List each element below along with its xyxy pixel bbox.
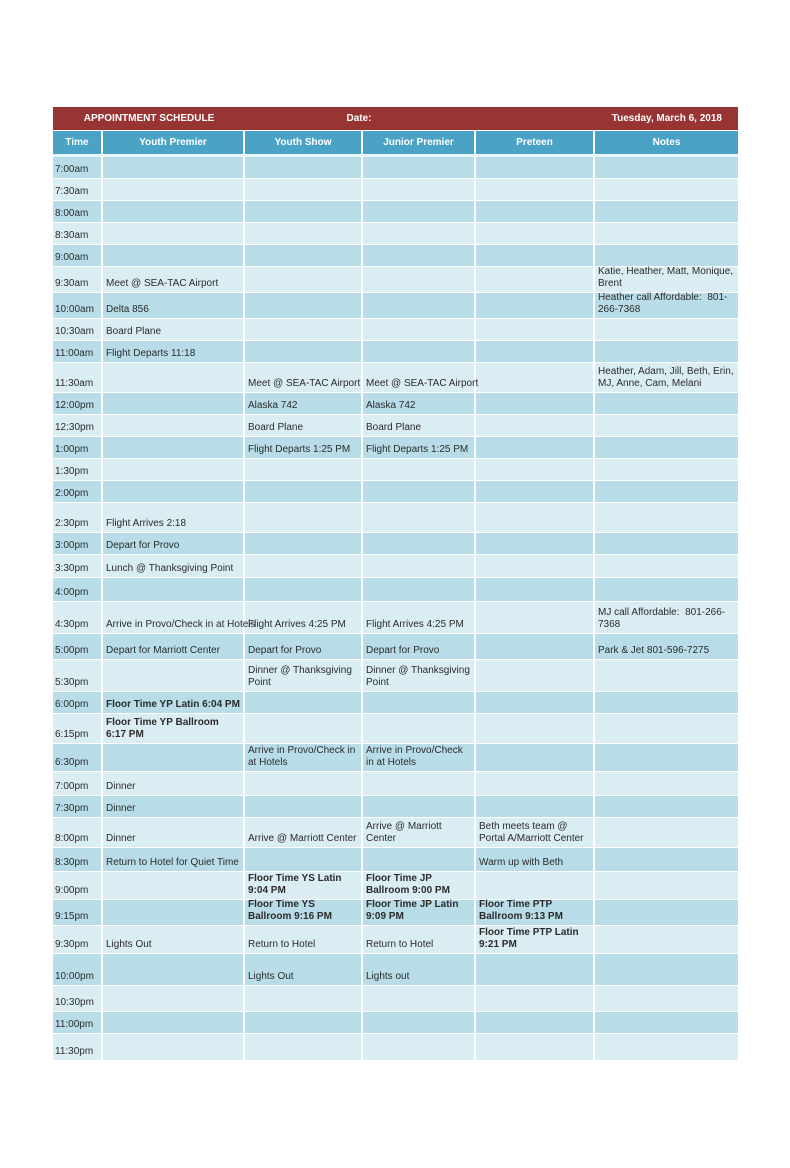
cell-notes[interactable]	[595, 578, 738, 601]
cell-junior-premier[interactable]: Arrive @ Marriott Center	[363, 818, 476, 847]
table-row	[53, 437, 738, 459]
cell-time: 5:30pm	[53, 660, 103, 691]
cell-notes[interactable]	[595, 341, 738, 362]
cell-time: 7:30pm	[53, 796, 103, 817]
cell-preteen[interactable]	[476, 1034, 595, 1060]
table-row	[53, 744, 738, 772]
cell-youth-premier[interactable]	[103, 363, 245, 392]
cell-preteen[interactable]	[476, 223, 595, 244]
cell-junior-premier[interactable]: Floor Time JP Latin 9:09 PM	[363, 900, 476, 925]
table-row	[53, 634, 738, 660]
cell-preteen[interactable]	[476, 179, 595, 200]
cell-youth-premier[interactable]	[103, 437, 245, 458]
cell-notes[interactable]	[595, 1034, 738, 1060]
cell-youth-premier[interactable]	[103, 201, 245, 222]
cell-youth-show[interactable]	[245, 201, 363, 222]
cell-youth-show[interactable]	[245, 796, 363, 817]
cell-junior-premier[interactable]	[363, 533, 476, 554]
table-row	[53, 415, 738, 437]
cell-junior-premier[interactable]: Alaska 742	[363, 393, 476, 414]
table-row	[53, 578, 738, 602]
cell-junior-premier[interactable]	[363, 848, 476, 871]
cell-notes[interactable]	[595, 503, 738, 532]
cell-junior-premier[interactable]	[363, 481, 476, 502]
cell-preteen[interactable]	[476, 872, 595, 899]
cell-youth-premier[interactable]: Meet @ SEA-TAC Airport	[103, 267, 245, 292]
cell-youth-premier[interactable]	[103, 459, 245, 480]
cell-youth-premier[interactable]: Depart for Provo	[103, 533, 245, 554]
cell-time: 5:00pm	[53, 634, 103, 659]
cell-preteen[interactable]	[476, 245, 595, 266]
cell-youth-premier[interactable]	[103, 157, 245, 178]
cell-junior-premier[interactable]	[363, 319, 476, 340]
cell-youth-premier[interactable]: Dinner	[103, 818, 245, 847]
table-row	[53, 926, 738, 954]
table-row	[53, 772, 738, 796]
cell-junior-premier[interactable]: Lights out	[363, 954, 476, 985]
table-row	[53, 900, 738, 926]
cell-junior-premier[interactable]	[363, 578, 476, 601]
cell-youth-premier[interactable]	[103, 415, 245, 436]
cell-notes[interactable]	[595, 555, 738, 577]
table-row	[53, 954, 738, 986]
cell-preteen[interactable]	[476, 634, 595, 659]
cell-youth-show[interactable]	[245, 714, 363, 743]
cell-notes[interactable]	[595, 986, 738, 1011]
cell-preteen[interactable]	[476, 660, 595, 691]
cell-time: 7:00pm	[53, 772, 103, 795]
cell-youth-premier[interactable]: Floor Time YP Ballroom 6:17 PM	[103, 714, 245, 743]
cell-junior-premier[interactable]	[363, 293, 476, 318]
column-header-preteen: Preteen	[476, 131, 595, 154]
cell-time: 9:00am	[53, 245, 103, 266]
table-row	[53, 293, 738, 319]
cell-junior-premier[interactable]: Flight Departs 1:25 PM	[363, 437, 476, 458]
cell-notes[interactable]	[595, 245, 738, 266]
cell-time: 6:30pm	[53, 744, 103, 771]
cell-time: 6:00pm	[53, 692, 103, 713]
cell-youth-show[interactable]	[245, 223, 363, 244]
cell-preteen[interactable]	[476, 157, 595, 178]
table-row	[53, 393, 738, 415]
cell-youth-premier[interactable]	[103, 245, 245, 266]
cell-youth-show[interactable]: Arrive @ Marriott Center	[245, 818, 363, 847]
cell-junior-premier[interactable]	[363, 1012, 476, 1033]
cell-notes[interactable]	[595, 926, 738, 953]
cell-youth-show[interactable]: Arrive in Provo/Check in at Hotels	[245, 744, 363, 771]
cell-youth-premier[interactable]: Arrive in Provo/Check in at Hotels	[103, 602, 245, 633]
cell-youth-show[interactable]: Dinner @ Thanksgiving Point	[245, 660, 363, 691]
cell-notes[interactable]	[595, 157, 738, 178]
table-row	[53, 459, 738, 481]
cell-preteen[interactable]: Floor Time PTP Latin 9:21 PM	[476, 926, 595, 953]
cell-notes[interactable]	[595, 437, 738, 458]
cell-time: 11:00pm	[53, 1012, 103, 1033]
cell-youth-premier[interactable]: Board Plane	[103, 319, 245, 340]
cell-youth-show[interactable]: Board Plane	[245, 415, 363, 436]
table-row	[53, 533, 738, 555]
cell-youth-premier[interactable]	[103, 872, 245, 899]
table-row	[53, 481, 738, 503]
table-row	[53, 796, 738, 818]
cell-youth-show[interactable]	[245, 459, 363, 480]
cell-time: 11:30am	[53, 363, 103, 392]
cell-time: 10:00pm	[53, 954, 103, 985]
cell-time: 8:00am	[53, 201, 103, 222]
cell-preteen[interactable]	[476, 201, 595, 222]
cell-youth-show[interactable]	[245, 555, 363, 577]
cell-youth-premier[interactable]: Depart for Marriott Center	[103, 634, 245, 659]
cell-time: 10:00am	[53, 293, 103, 318]
cell-youth-premier[interactable]	[103, 393, 245, 414]
cell-youth-show[interactable]	[245, 848, 363, 871]
cell-notes[interactable]	[595, 201, 738, 222]
cell-youth-show[interactable]: Flight Arrives 4:25 PM	[245, 602, 363, 633]
cell-notes[interactable]	[595, 223, 738, 244]
cell-youth-show[interactable]: Return to Hotel	[245, 926, 363, 953]
cell-preteen[interactable]	[476, 503, 595, 532]
cell-preteen[interactable]	[476, 319, 595, 340]
table-row	[53, 602, 738, 634]
cell-notes[interactable]	[595, 415, 738, 436]
cell-junior-premier[interactable]: Arrive in Provo/Check in at Hotels	[363, 744, 476, 771]
cell-preteen[interactable]	[476, 1012, 595, 1033]
cell-junior-premier[interactable]	[363, 772, 476, 795]
cell-youth-premier[interactable]	[103, 986, 245, 1011]
cell-youth-premier[interactable]	[103, 954, 245, 985]
cell-youth-show[interactable]	[245, 1034, 363, 1060]
schedule-rows	[53, 157, 738, 1061]
cell-preteen[interactable]	[476, 481, 595, 502]
cell-junior-premier[interactable]: Meet @ SEA-TAC Airport	[363, 363, 476, 392]
date-value[interactable]: Tuesday, March 6, 2018	[611, 113, 722, 124]
table-row	[53, 223, 738, 245]
table-row	[53, 818, 738, 848]
cell-youth-show[interactable]	[245, 1012, 363, 1033]
cell-youth-show[interactable]	[245, 503, 363, 532]
cell-junior-premier[interactable]	[363, 1034, 476, 1060]
cell-youth-premier[interactable]: Lunch @ Thanksgiving Point	[103, 555, 245, 577]
table-row	[53, 319, 738, 341]
cell-youth-show[interactable]: Floor Time YS Latin 9:04 PM	[245, 872, 363, 899]
cell-youth-premier[interactable]: Dinner	[103, 796, 245, 817]
cell-junior-premier[interactable]: Return to Hotel	[363, 926, 476, 953]
date-label: Date:	[346, 113, 372, 124]
cell-preteen[interactable]	[476, 772, 595, 795]
cell-notes[interactable]	[595, 954, 738, 985]
cell-youth-show[interactable]	[245, 986, 363, 1011]
cell-junior-premier[interactable]	[363, 714, 476, 743]
cell-youth-show[interactable]: Meet @ SEA-TAC Airport	[245, 363, 363, 392]
cell-youth-premier[interactable]	[103, 1012, 245, 1033]
table-row	[53, 179, 738, 201]
table-row	[53, 848, 738, 872]
cell-notes[interactable]: Heather, Adam, Jill, Beth, Erin, MJ, Anne, Cam, Melani	[598, 366, 737, 389]
cell-youth-premier[interactable]	[103, 223, 245, 244]
cell-preteen[interactable]	[476, 714, 595, 743]
cell-junior-premier[interactable]	[363, 555, 476, 577]
cell-junior-premier[interactable]: Flight Arrives 4:25 PM	[363, 602, 476, 633]
cell-preteen[interactable]	[476, 986, 595, 1011]
cell-youth-show[interactable]	[245, 293, 363, 318]
cell-notes[interactable]	[595, 319, 738, 340]
cell-time: 9:00pm	[53, 872, 103, 899]
cell-youth-show[interactable]: Alaska 742	[245, 393, 363, 414]
cell-time: 4:00pm	[53, 578, 103, 601]
cell-youth-premier[interactable]: Flight Arrives 2:18	[103, 503, 245, 532]
cell-time: 12:30pm	[53, 415, 103, 436]
cell-preteen[interactable]	[476, 459, 595, 480]
cell-notes[interactable]: Heather call Affordable: 801-266-7368	[598, 292, 728, 315]
cell-preteen[interactable]	[476, 692, 595, 713]
cell-junior-premier[interactable]	[363, 157, 476, 178]
cell-preteen[interactable]: Warm up with Beth	[476, 848, 595, 871]
cell-junior-premier[interactable]	[363, 692, 476, 713]
cell-time: 12:00pm	[53, 393, 103, 414]
cell-youth-show[interactable]	[245, 533, 363, 554]
cell-notes[interactable]	[595, 796, 738, 817]
cell-time: 11:00am	[53, 341, 103, 362]
cell-youth-show[interactable]	[245, 267, 363, 292]
cell-preteen[interactable]	[476, 533, 595, 554]
cell-notes[interactable]	[595, 872, 738, 899]
cell-preteen[interactable]	[476, 578, 595, 601]
column-header-junior-premier: Junior Premier	[363, 131, 476, 154]
column-header-time: Time	[53, 131, 103, 154]
cell-youth-show[interactable]	[245, 341, 363, 362]
cell-preteen[interactable]	[476, 437, 595, 458]
cell-junior-premier[interactable]	[363, 179, 476, 200]
cell-preteen[interactable]	[476, 415, 595, 436]
table-row	[53, 503, 738, 533]
cell-junior-premier[interactable]	[363, 503, 476, 532]
table-row	[53, 267, 738, 293]
cell-time: 3:00pm	[53, 533, 103, 554]
cell-time: 7:30am	[53, 179, 103, 200]
cell-youth-show[interactable]: Depart for Provo	[245, 634, 363, 659]
cell-youth-show[interactable]	[245, 179, 363, 200]
cell-junior-premier[interactable]	[363, 796, 476, 817]
cell-preteen[interactable]	[476, 363, 595, 392]
cell-junior-premier[interactable]: Depart for Provo	[363, 634, 476, 659]
table-row	[53, 201, 738, 223]
cell-youth-premier[interactable]: Lights Out	[103, 926, 245, 953]
cell-notes[interactable]	[595, 714, 738, 743]
cell-youth-show[interactable]	[245, 772, 363, 795]
cell-preteen[interactable]	[476, 393, 595, 414]
cell-notes[interactable]	[595, 772, 738, 795]
cell-junior-premier[interactable]	[363, 201, 476, 222]
column-header-row	[53, 131, 738, 154]
cell-youth-premier[interactable]: Floor Time YP Latin 6:04 PM	[103, 692, 245, 713]
cell-time: 1:00pm	[53, 437, 103, 458]
table-row	[53, 341, 738, 363]
cell-notes[interactable]	[595, 459, 738, 480]
title-bar	[53, 107, 738, 130]
cell-preteen[interactable]	[476, 267, 595, 292]
cell-junior-premier[interactable]: Board Plane	[363, 415, 476, 436]
cell-youth-premier[interactable]	[103, 578, 245, 601]
cell-time: 6:15pm	[53, 714, 103, 743]
cell-time: 9:15pm	[53, 900, 103, 925]
table-row	[53, 245, 738, 267]
cell-youth-show[interactable]	[245, 157, 363, 178]
table-row	[53, 157, 738, 179]
table-row	[53, 714, 738, 744]
cell-junior-premier[interactable]: Dinner @ Thanksgiving Point	[363, 660, 476, 691]
table-row	[53, 692, 738, 714]
table-row	[53, 555, 738, 578]
cell-preteen[interactable]: Floor Time PTP Ballroom 9:13 PM	[476, 900, 595, 925]
cell-youth-premier[interactable]	[103, 660, 245, 691]
cell-youth-show[interactable]	[245, 245, 363, 266]
cell-preteen[interactable]: Beth meets team @ Portal A/Marriott Center	[476, 818, 595, 847]
cell-youth-show[interactable]: Flight Departs 1:25 PM	[245, 437, 363, 458]
cell-preteen[interactable]	[476, 954, 595, 985]
cell-notes[interactable]	[595, 179, 738, 200]
schedule-title: APPOINTMENT SCHEDULE	[83, 113, 215, 124]
cell-youth-premier[interactable]	[103, 481, 245, 502]
cell-time: 2:30pm	[53, 503, 103, 532]
column-header-notes: Notes	[652, 137, 681, 148]
cell-time: 9:30pm	[53, 926, 103, 953]
cell-time: 1:30pm	[53, 459, 103, 480]
cell-youth-premier[interactable]: Delta 856	[103, 293, 245, 318]
cell-youth-premier[interactable]	[103, 1034, 245, 1060]
table-row	[53, 1034, 738, 1061]
cell-youth-premier[interactable]	[103, 900, 245, 925]
cell-time: 4:30pm	[53, 602, 103, 633]
cell-time: 9:30am	[53, 267, 103, 292]
cell-time: 2:00pm	[53, 481, 103, 502]
cell-preteen[interactable]	[476, 555, 595, 577]
cell-youth-show[interactable]	[245, 578, 363, 601]
cell-notes[interactable]: MJ call Affordable: 801-266-7368	[598, 607, 726, 630]
cell-preteen[interactable]	[476, 293, 595, 318]
cell-time: 8:30pm	[53, 848, 103, 871]
cell-notes[interactable]: Katie, Heather, Matt, Monique, Brent	[598, 266, 736, 289]
table-row	[53, 363, 738, 393]
cell-youth-show[interactable]	[245, 692, 363, 713]
cell-notes[interactable]	[595, 692, 738, 713]
column-header-youth-show: Youth Show	[245, 131, 363, 154]
cell-time: 11:30pm	[53, 1034, 103, 1060]
cell-notes[interactable]	[595, 818, 738, 847]
cell-notes[interactable]	[595, 660, 738, 691]
cell-notes[interactable]	[595, 393, 738, 414]
cell-youth-premier[interactable]: Return to Hotel for Quiet Time	[103, 848, 245, 871]
table-row	[53, 986, 738, 1012]
cell-time: 8:30am	[53, 223, 103, 244]
cell-junior-premier[interactable]: Floor Time JP Ballroom 9:00 PM	[363, 872, 476, 899]
cell-junior-premier[interactable]	[363, 986, 476, 1011]
cell-notes[interactable]: Park & Jet 801-596-7275	[598, 645, 710, 656]
cell-notes[interactable]	[595, 900, 738, 925]
table-row	[53, 1012, 738, 1034]
cell-junior-premier[interactable]	[363, 459, 476, 480]
appointment-schedule-sheet	[53, 107, 738, 1061]
cell-notes[interactable]	[595, 1012, 738, 1033]
cell-preteen[interactable]	[476, 744, 595, 771]
cell-preteen[interactable]	[476, 602, 595, 633]
cell-preteen[interactable]	[476, 796, 595, 817]
cell-time: 7:00am	[53, 157, 103, 178]
cell-youth-show[interactable]: Floor Time YS Ballroom 9:16 PM	[245, 900, 363, 925]
cell-junior-premier[interactable]	[363, 341, 476, 362]
column-header-youth-premier: Youth Premier	[103, 131, 245, 154]
cell-time: 10:30pm	[53, 986, 103, 1011]
cell-junior-premier[interactable]	[363, 267, 476, 292]
cell-time: 8:00pm	[53, 818, 103, 847]
cell-youth-premier[interactable]: Flight Departs 11:18	[103, 341, 245, 362]
cell-notes[interactable]	[595, 848, 738, 871]
cell-preteen[interactable]	[476, 341, 595, 362]
cell-time: 10:30am	[53, 319, 103, 340]
cell-junior-premier[interactable]	[363, 223, 476, 244]
cell-notes[interactable]	[595, 744, 738, 771]
table-row	[53, 660, 738, 692]
cell-youth-premier[interactable]: Dinner	[103, 772, 245, 795]
cell-youth-show[interactable]: Lights Out	[245, 954, 363, 985]
cell-youth-show[interactable]	[245, 319, 363, 340]
cell-youth-premier[interactable]	[103, 179, 245, 200]
cell-time: 3:30pm	[53, 555, 103, 577]
cell-junior-premier[interactable]	[363, 245, 476, 266]
cell-notes[interactable]	[595, 533, 738, 554]
cell-notes[interactable]	[595, 481, 738, 502]
cell-youth-show[interactable]	[245, 481, 363, 502]
table-row	[53, 872, 738, 900]
cell-youth-premier[interactable]	[103, 744, 245, 771]
